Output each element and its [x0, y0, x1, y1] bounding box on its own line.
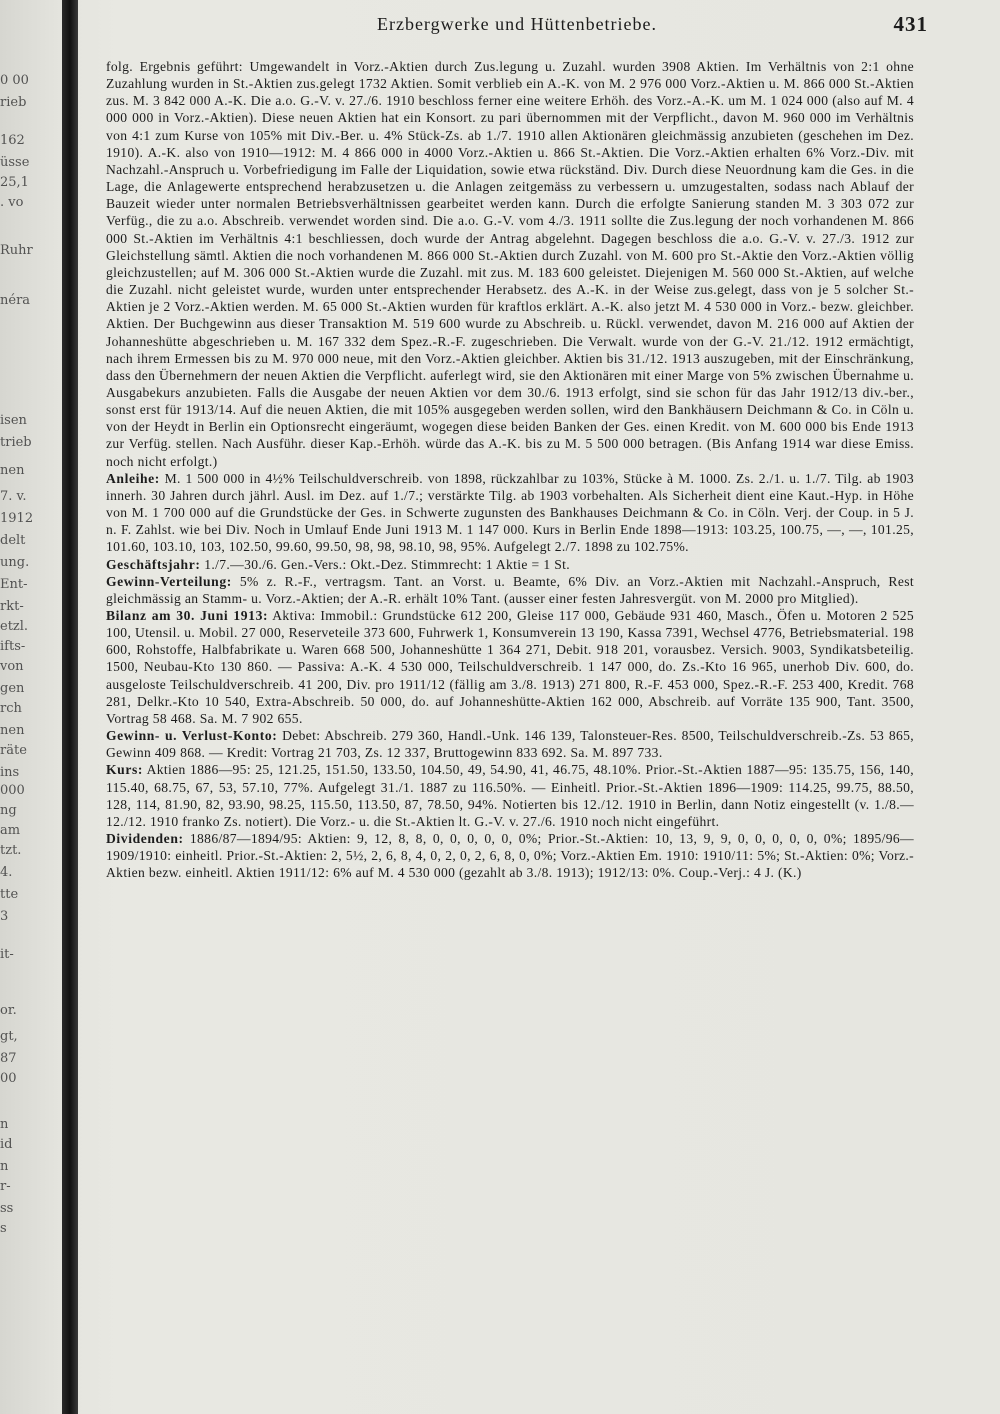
paragraph-dividends [106, 830, 914, 881]
paragraph-text: 1./7.—30./6. Gen.-Vers.: Okt.-Dez. Stimmrecht: 1 Aktie = 1 St. [204, 556, 571, 572]
page-number: 431 [893, 12, 928, 36]
facing-page-fragment: 87 [0, 1051, 17, 1066]
facing-page-fragment: rieb [0, 95, 27, 110]
facing-page-fragment: nen [0, 723, 25, 738]
facing-page-fragment: rch [0, 701, 22, 716]
facing-page-fragment: isen [0, 413, 27, 428]
facing-page-fragment: 00 [0, 1071, 17, 1086]
paragraph-loan [106, 470, 914, 556]
paragraph-profit-loss [106, 727, 914, 761]
section-label-dividends: Dividenden: [106, 831, 184, 847]
facing-page-fragment: räte [0, 743, 27, 758]
facing-page-margin [0, 0, 60, 1414]
book-gutter [62, 0, 78, 1414]
facing-page-fragment: tzt. [0, 843, 22, 858]
paragraph-balance-sheet [106, 607, 914, 727]
facing-page-fragment: 25,1 [0, 175, 29, 190]
facing-page-fragment: üsse [0, 155, 30, 170]
facing-page-fragment: ng [0, 803, 17, 818]
paragraph-text: folg. Ergebnis geführt: Umgewandelt in Vorz.-Aktien durch Zus.legung u. Zuzahl. wurden 3908 Aktien. Im Verhältnis von 2:1 ohne Zuzahlung wurden in St.-Aktien zus.gelegt 1732 Aktien. Somit verblieb ein A.-K. von M. 2 976 000 Vorz.-Aktien u. M. 866 000 St.-Aktien zus. M. 3 842 000 A.-K. Die a.o. G.-V. v. 27./6. 1910 beschloss ferner eine weitere Erhöh. des Vorz.-A.-K. um M. 1 024 000 (also auf M. 4 000 000 in Vorz.-Aktien). Diese neuen Aktien hat ein Konsort. zu pari übernommen mit der Verpflicht., davon M. 960 000 im Verhältnis von 4:1 zum Kurse von 105% mit Div.-Ber. u. 4% Stück-Zs. ab 1./7. 1910 allen Aktionären gleichmässig anzubieten (geschehen im Dez. 1910). A.-K. also von 1910—1912: M. 4 866 000 in 4000 Vorz.-Aktien u. 866 St.-Aktien. Die Vorz.-Aktien erhalten 6% Vorz.-Div. mit Nachzahl.-Anspruch u. Vorbefriedigung im Falle der Liquidation, sowie etwa rückständ. Div. Durch diese Neuordnung kam die Ges. in die Lage, die Anlagewerte entsprechend herabzusetzen u. die Anlagen zeitgemäss zu verbessern u. umzugestalten, sodass nach Ablauf der Bauzeit wieder unter normalen Betriebsverhältnissen gearbeitet werden kann. Durch die erfolgte Sanierung standen M. 3 303 072 zur Verfüg., die zu a.o. Abschreib. verwendet worden sind. Die a.o. G.-V. vom 4./3. 1911 sollte die Zus.legung der noch vorhandenen M. 866 000 St.-Aktien im Verhältnis 4:1 beschliessen, doch wurde der Antrag abgelehnt. Dagegen beschloss die a.o. G.-V. v. 27./3. 1912 zur Gleichstellung sämtl. Aktien die noch vorhandenen M. 866 000 St.-Aktien durch Zuzahl. von M. 600 pro St.-Aktie den Vorz.-Aktien völlig gleichzustellen; auf M. 306 000 St.-Aktien wurde die Zuzahl. mit zus. M. 183 600 geleistet. Diejenigen M. 560 000 St.-Aktien, auf welche die Zuzahl. nicht geleistet wurde, wurden unter entsprechender Herabsetz. des A.-K. in der Weise zus.gelegt, dass von je 5 solcher St.-Aktien je 2 Vorz.-Aktien werden. M. 65 000 St.-Aktien wurden für kraftlos erklärt. A.-K. also jetzt M. 4 530 000 in Vorz.- bezw. gleichber. Aktien. Der Buchgewinn aus dieser Transaktion M. 519 600 wurde zu Abschreib. u. Rückl. verwendet, davon M. 216 000 auf Aktien der Johanneshütte abgeschrieben u. M. 167 332 dem Spez.-R.-F. zugeschrieben. Die Verwalt. wurde von der G.-V. 21./12. 1912 ermächtigt, nach ihrem Ermessen bis zu M. 970 000 neue, mit den Vorz.-Aktien gleichber. Aktien bis 31./12. 1913 auszugeben, mit der Einschränkung, dass den Übernehmern der neuen Aktien die Verpflicht. auferlegt wird, sie den Aktionären mit einer Marge von 5% zwischen Übernahme u. Ausgabekurs anzubieten. Falls die Ausgabe der neuen Aktien vor dem 30./6. 1913 erfolgt, sind sie schon für das Jahr 1912/13 div.-ber., sonst erst für 1913/14. Auf die neuen Aktien, die mit 105% ausgegeben werden sollen, wird den Bankhäusern Deichmann & Co. in Cöln u. von der Heydt in Berlin ein Optionsrecht eingeräumt, wogegen diese beiden Banken der Ges. einen Kredit. von M. 600 000 bis Ende 1913 zur Verfüg. stellen. Nach Ausführ. dieser Kap.-Erhöh. würde das A.-K. bis zu M. 5 500 000 betragen. (Bis Anfang 1914 war diese Emiss. noch nicht erfolgt.) [106, 59, 914, 469]
facing-page-fragment: 3 [0, 909, 9, 924]
section-label-share-price: Kurs: [106, 762, 143, 778]
facing-page-fragment: n [0, 1159, 9, 1174]
section-label-profit-loss: Gewinn- u. Verlust-Konto: [106, 728, 278, 744]
section-label-fiscal-year: Geschäftsjahr: [106, 556, 201, 572]
facing-page-fragment: n [0, 1117, 9, 1132]
facing-page-fragment: r- [0, 1179, 11, 1194]
facing-page-fragment: it- [0, 947, 14, 962]
document-page [106, 0, 928, 1414]
facing-page-fragment: . vo [0, 195, 24, 210]
section-label-balance-sheet: Bilanz am 30. Juni 1913: [106, 608, 269, 623]
paragraph-text: Aktiva: Immobil.: Grundstücke 612 200, Gleise 117 000, Gebäude 931 460, Masch., Öfen u. Motoren 2 525 100, Utensil. u. Mobil. 27 000, Reserveteile 373 600, Fuhrwerk 1, Konsumverein 13 190, Kassa 7391, Wechsel 4776, Betriebsmaterial. 198 600, Rohstoffe, Halbfabrikate u. Waren 668 500, Johanneshütte 1 364 271, Debit. 918 201, vorausbez. Versich. 9003, Syndikatsbeteilig. 1500, Neubau-Kto 130 860. — Passiva: A.-K. 4 530 000, Teilschuldverschreib. 1 147 000, do. Zs.-Kto 16 965, unerhob Div. 600, do. ausgeloste Teilschuldverschreib. 41 200, Div. pro 1911/12 (fällig am 3./8. 1913) 271 800, R.-F. 453 000, Spez.-R.-F. 253 400, Kredit. 768 281, Delkr.-Kto 10 540, Extra-Abschreib. 50 000, do. auf Johanneshütte-Aktien 162 000, Abschreib. auf Vorräte 135 900, Tant. 3500, Vortrag 58 468. Sa. M. 7 902 655. [106, 608, 915, 726]
facing-page-fragment: néra [0, 293, 31, 308]
facing-page-fragment: nen [0, 463, 25, 478]
paragraph-text: Debet: Abschreib. 279 360, Handl.-Unk. 146 139, Talonsteuer-Res. 8500, Teilschuldverschreib.-Zs. 53 865, Gewinn 409 868. — Kredit: Vortrag 21 703, Zs. 12 337, Bruttogewinn 833 692. Sa. M. 897 733. [106, 728, 915, 761]
facing-page-fragment: gen [0, 681, 25, 696]
section-label-profit-distribution: Gewinn-Verteilung: [106, 573, 232, 589]
paragraph-text: Aktien 1886—95: 25, 121.25, 151.50, 133.50, 104.50, 49, 54.90, 41, 46.75, 48.10%. Prior.-St.-Aktien 1887—95: 135.75, 156, 140, 115.40, 68.75, 67, 53, 57.10, 77%. Aufgelegt 31./1. 1887 zu 116.50%. — Einheitl. Prior.-St.-Aktien 1896—1909: 114.25, 99.75, 88.50, 128, 114, 81.90, 82, 93.90, 98.25, 115.50, 113.50, 87, 78.50, 94%. Notierten bis 12./12. 1910 in Berlin, dann Notiz eingestellt (v. 1./8.—12./12. 1910 franko Zs. notiert). Die Vorz.- u. die St.-Aktien lt. G.-V. v. 27./6. 1910 noch nicht eingeführt. [106, 762, 915, 829]
facing-page-fragment: 000 [0, 783, 25, 798]
facing-page-fragment: trieb [0, 435, 32, 450]
paragraph-text: 5% z. R.-F., vertragsm. Tant. an Vorst. u. Beamte, 6% Div. an Vorz.-Aktien mit Nachzahl.-Anspruch, Rest gleichmässig an Stamm- u. Vorz.-Aktien; der A.-R. erhält 10% Tant. (ausser einer festen Jahresvergüt. von M. 2000 pro Mitglied). [106, 573, 914, 606]
facing-page-fragment: etzl. [0, 619, 29, 634]
facing-page-fragment: s [0, 1221, 7, 1236]
facing-page-fragment: Ent- [0, 577, 28, 592]
facing-page-fragment: or. [0, 1003, 17, 1018]
facing-page-fragment: 0 00 [0, 73, 29, 88]
facing-page-fragment: gt, [0, 1029, 18, 1044]
facing-page-fragment: id [0, 1137, 13, 1152]
paragraph-text: 1886/87—1894/95: Aktien: 9, 12, 8, 8, 0, 0, 0, 0, 0, 0%; Prior.-St.-Aktien: 10, 13, 9, 9, 0, 0, 0, 0, 0, 0%; 1895/96—1909/1910: einheitl. Prior.-St.-Aktien: 2, 5½, 2, 6, 8, 4, 0, 2, 0, 2, 6, 8, 0, 0%; Vorz.-Aktien Em. 1910: 1910/11: 5%; St.-Aktien: 0%; Vorz.-Aktien bezw. einheitl. Aktien 1911/12: 6% auf M. 4 530 000 (gezahlt ab 3./8. 1913); 1912/13: 0%. Coup.-Verj.: 4 J. (K.) [106, 831, 914, 881]
facing-page-fragment: 1912 [0, 511, 34, 526]
facing-page-fragment: ifts- [0, 639, 26, 654]
paragraph-capital-history [106, 58, 914, 470]
facing-page-fragment: 4. [0, 865, 13, 880]
facing-page-fragment: ss [0, 1201, 14, 1216]
facing-page-fragment: delt [0, 533, 26, 548]
facing-page-fragment: am [0, 823, 21, 838]
facing-page-fragment: ung. [0, 555, 30, 570]
paragraph-share-price [106, 761, 914, 830]
facing-page-fragment: 162 [0, 133, 25, 148]
facing-page-fragment: ins [0, 765, 20, 780]
paragraph-text: M. 1 500 000 in 4½% Teilschuldverschreib. von 1898, rückzahlbar zu 103%, Stücke à M. 1000. Zs. 2./1. u. 1./7. Tilg. ab 1903 innerh. 30 Jahren durch jährl. Ausl. im Dez. auf 1./7.; verstärkte Tilg. ab 1903 vorbehalten. Als Sicherheit dient eine Kaut.-Hyp. in Höhe von M. 1 700 000 auf die Grundstücke der Ges. in Schwerte zugunsten des Bankhauses Deichmann & Co. in Cöln. Verj. der Coup. in 5 J. n. F. Zahlst. wie bei Div. Noch in Umlauf Ende Juni 1913 M. 1 147 000. Kurs in Berlin Ende 1898—1913: 103.25, 100.75, —, —, 101.25, 101.60, 103.10, 103, 102.50, 99.60, 99.50, 98, 98, 98.10, 98, 95%. Aufgelegt 2./7. 1898 zu 102.75%. [106, 470, 915, 555]
facing-page-fragment: rkt- [0, 599, 24, 614]
article-body [106, 58, 914, 882]
facing-page-fragment: tte [0, 887, 19, 902]
facing-page-fragment: 7. v. [0, 489, 27, 504]
running-head [106, 14, 928, 38]
paragraph-fiscal-year [106, 556, 914, 573]
facing-page-fragment: von [0, 659, 24, 674]
running-title: Erzbergwerke und Hüttenbetriebe. [376, 14, 658, 34]
paragraph-profit-distribution [106, 573, 914, 607]
facing-page-fragment: Ruhr [0, 243, 33, 258]
section-label-loan: Anleihe: [106, 470, 160, 486]
